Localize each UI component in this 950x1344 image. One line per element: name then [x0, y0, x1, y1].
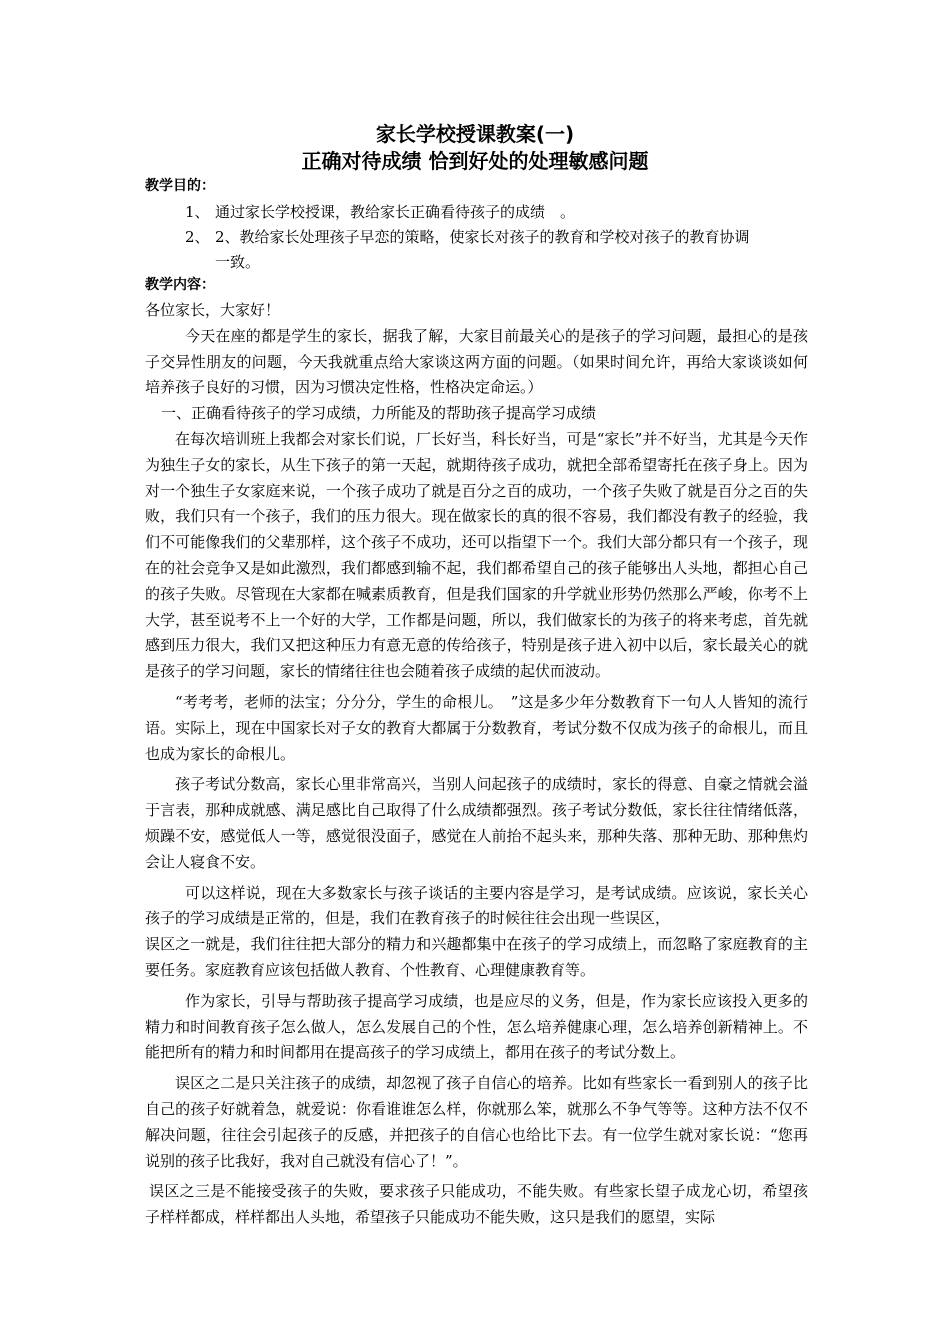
objective-text-continuation: 一致。 — [215, 253, 261, 271]
document-title: 家长学校授课教案(一) — [375, 122, 575, 146]
document-subtitle: 正确对待成绩 恰到好处的处理敏感问题 — [301, 149, 649, 173]
document-body — [145, 298, 808, 1231]
paragraph: 在每次培训班上我都会对家长们说，厂长好当，科长好当，可是“家长”并不好当，尤其是今天作为独生子女的家长，从生下孩子的第一天起，就期待孩子成功，就把全部希望寄托在孩子身上。因为对一个独生子女家庭来说，一个孩子成功了就是百分之百的成功，一个孩子失败了就是百分之百的失败，我们只有一个孩子，我们的压力很大。现在做家长的真的很不容易，我们都没有教子的经验，我们不可能像我们的父辈那样，这个孩子不成功，还可以指望下一个。我们大部分都只有一个孩子，现在的社会竞争又是如此激烈，我们都感到输不起，我们都希望自己的孩子能够出人头地，都担心自己的孩子失败。尽管现在大家都在喊素质教育，但是我们国家的升学就业形势仍然那么严峻，你考不上大学，甚至说考不上一个好的大学，工作都是问题，所以，我们做家长的为孩子的将来考虑，首先就感到压力很大，我们又把这种压力有意无意的传给孩子，特别是孩子进入初中以后，家长最关心的就是孩子的学习问题，家长的情绪往往也会随着孩子成绩的起伏而波动。 — [145, 429, 808, 681]
objective-number: 2、 — [185, 228, 210, 246]
objective-item-2 — [185, 225, 810, 275]
paragraph: 可以这样说，现在大多数家长与孩子谈话的主要内容是学习，是考试成绩。应该说，家长关心孩子的学习成绩是正常的，但是，我们在教育孩子的时候往往会出现一些误区， — [145, 883, 808, 928]
paragraph: “考考考，老师的法宝；分分分，学生的命根儿。 ”这是多少年分数教育下一句人人皆知的流行语。实际上，现在中国家长对子女的教育大都属于分数教育，考试分数不仅成为孩子的命根儿，而且也成为家长的命根儿。 — [145, 692, 808, 763]
objective-text: 通过家长学校授课，教给家长正确看待孩子的成绩 。 — [215, 203, 576, 221]
objectives-heading: 教学目的： — [145, 178, 215, 194]
paragraph-greeting: 各位家长，大家好！ — [145, 301, 281, 319]
paragraph: 误区之三是不能接受孩子的失败，要求孩子只能成功，不能失败。有些家长望子成龙心切，希望孩子样样都成，样样都出人头地，希望孩子只能成功不能失败，这只是我们的愿望，实际 — [145, 1182, 808, 1227]
paragraph: 误区之二是只关注孩子的成绩，却忽视了孩子自信心的培养。比如有些家长一看到别人的孩子比自己的孩子好就着急，就爱说：你看谁谁怎么样，你就那么笨，就那么不争气等等。这种方法不仅不解决问题，往往会引起孩子的反感，并把孩子的自信心也给比下去。有一位学生就对家长说：“您再说别的孩子比我好，我对自己就没有信心了！”。 — [145, 1074, 808, 1170]
section-heading: 一、正确看待孩子的学习成绩，力所能及的帮助孩子提高学习成绩 — [161, 404, 597, 423]
content-heading: 教学内容： — [145, 277, 215, 293]
paragraph: 误区之一就是，我们往往把大部分的精力和兴趣都集中在孩子的学习成绩上，而忽略了家庭教育的主要任务。家庭教育应该包括做人教育、个性教育、心理健康教育等。 — [145, 935, 808, 979]
paragraph: 孩子考试分数高，家长心里非常高兴，当别人问起孩子的成绩时，家长的得意、自豪之情就会溢于言表，那种成就感、满足感比自己取得了什么成绩都强烈。孩子考试分数低，家长往往情绪低落，烦躁不安，感觉低人一等，感觉很没面子，感觉在人前抬不起头来，那种失落、那种无助、那种焦灼会让人寝食不安。 — [145, 775, 808, 871]
objective-text: 2、教给家长处理孩子早恋的策略，使家长对孩子的教育和学校对孩子的教育协调 — [215, 228, 750, 246]
paragraph: 今天在座的都是学生的家长，据我了解，大家目前最关心的是孩子的学习问题，最担心的是孩子交异性朋友的问题，今天我就重点给大家谈这两方面的问题。（如果时间允许，再给大家谈谈如何培养孩子良好的习惯，因为习惯决定性格，性格决定命运。） — [145, 326, 808, 397]
objective-item-1 — [185, 200, 810, 225]
paragraph: 作为家长，引导与帮助孩子提高学习成绩，也是应尽的义务，但是，作为家长应该投入更多的精力和时间教育孩子怎么做人，怎么发展自己的个性，怎么培养健康心理，怎么培养创新精神上。不能把所有的精力和时间都用在提高孩子的学习成绩上，都用在孩子的考试分数上。 — [145, 991, 808, 1062]
objective-number: 1、 — [185, 203, 210, 221]
